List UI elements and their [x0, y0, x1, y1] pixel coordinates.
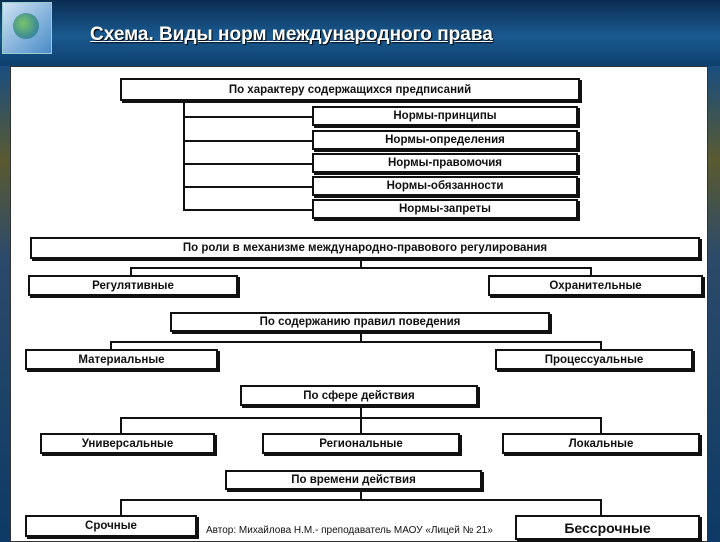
connector	[183, 140, 313, 142]
norm-powers: Нормы-правомочия	[312, 153, 578, 173]
connector	[183, 186, 313, 188]
globe-hand-logo-icon	[2, 2, 52, 54]
norm-material: Материальные	[25, 349, 218, 370]
norm-universal: Универсальные	[40, 433, 215, 454]
norm-regulatory: Регулятивные	[28, 275, 238, 296]
norm-protective: Охранительные	[488, 275, 703, 296]
norm-fixed-term: Срочные	[25, 515, 197, 537]
norm-indefinite: Бессрочные	[515, 515, 700, 540]
connector	[183, 163, 313, 165]
connector	[130, 267, 592, 269]
norm-duties: Нормы-обязанности	[312, 176, 578, 196]
category-character: По характеру содержащихся предписаний	[120, 78, 580, 101]
category-role: По роли в механизме международно-правового регулирования	[30, 237, 700, 259]
connector	[183, 116, 313, 118]
author-footer: Автор: Михайлова Н.М.- преподаватель МАОУ «Лицей № 21»	[206, 525, 493, 536]
connector	[600, 417, 602, 433]
connector	[120, 499, 122, 515]
norm-regional: Региональные	[262, 433, 460, 454]
norm-principles: Нормы-принципы	[312, 106, 578, 126]
connector	[120, 417, 122, 433]
connector	[600, 499, 602, 515]
slide-title: Схема. Виды норм международного права	[90, 24, 493, 45]
connector	[360, 417, 362, 433]
norm-procedural: Процессуальные	[495, 349, 693, 370]
norm-prohibitions: Нормы-запреты	[312, 199, 578, 219]
norm-definitions: Нормы-определения	[312, 130, 578, 150]
connector	[183, 209, 313, 211]
category-scope: По сфере действия	[240, 385, 478, 406]
category-time: По времени действия	[225, 470, 482, 490]
connector	[120, 499, 602, 501]
connector	[110, 341, 602, 343]
category-content: По содержанию правил поведения	[170, 312, 550, 332]
norm-local: Локальные	[502, 433, 700, 454]
